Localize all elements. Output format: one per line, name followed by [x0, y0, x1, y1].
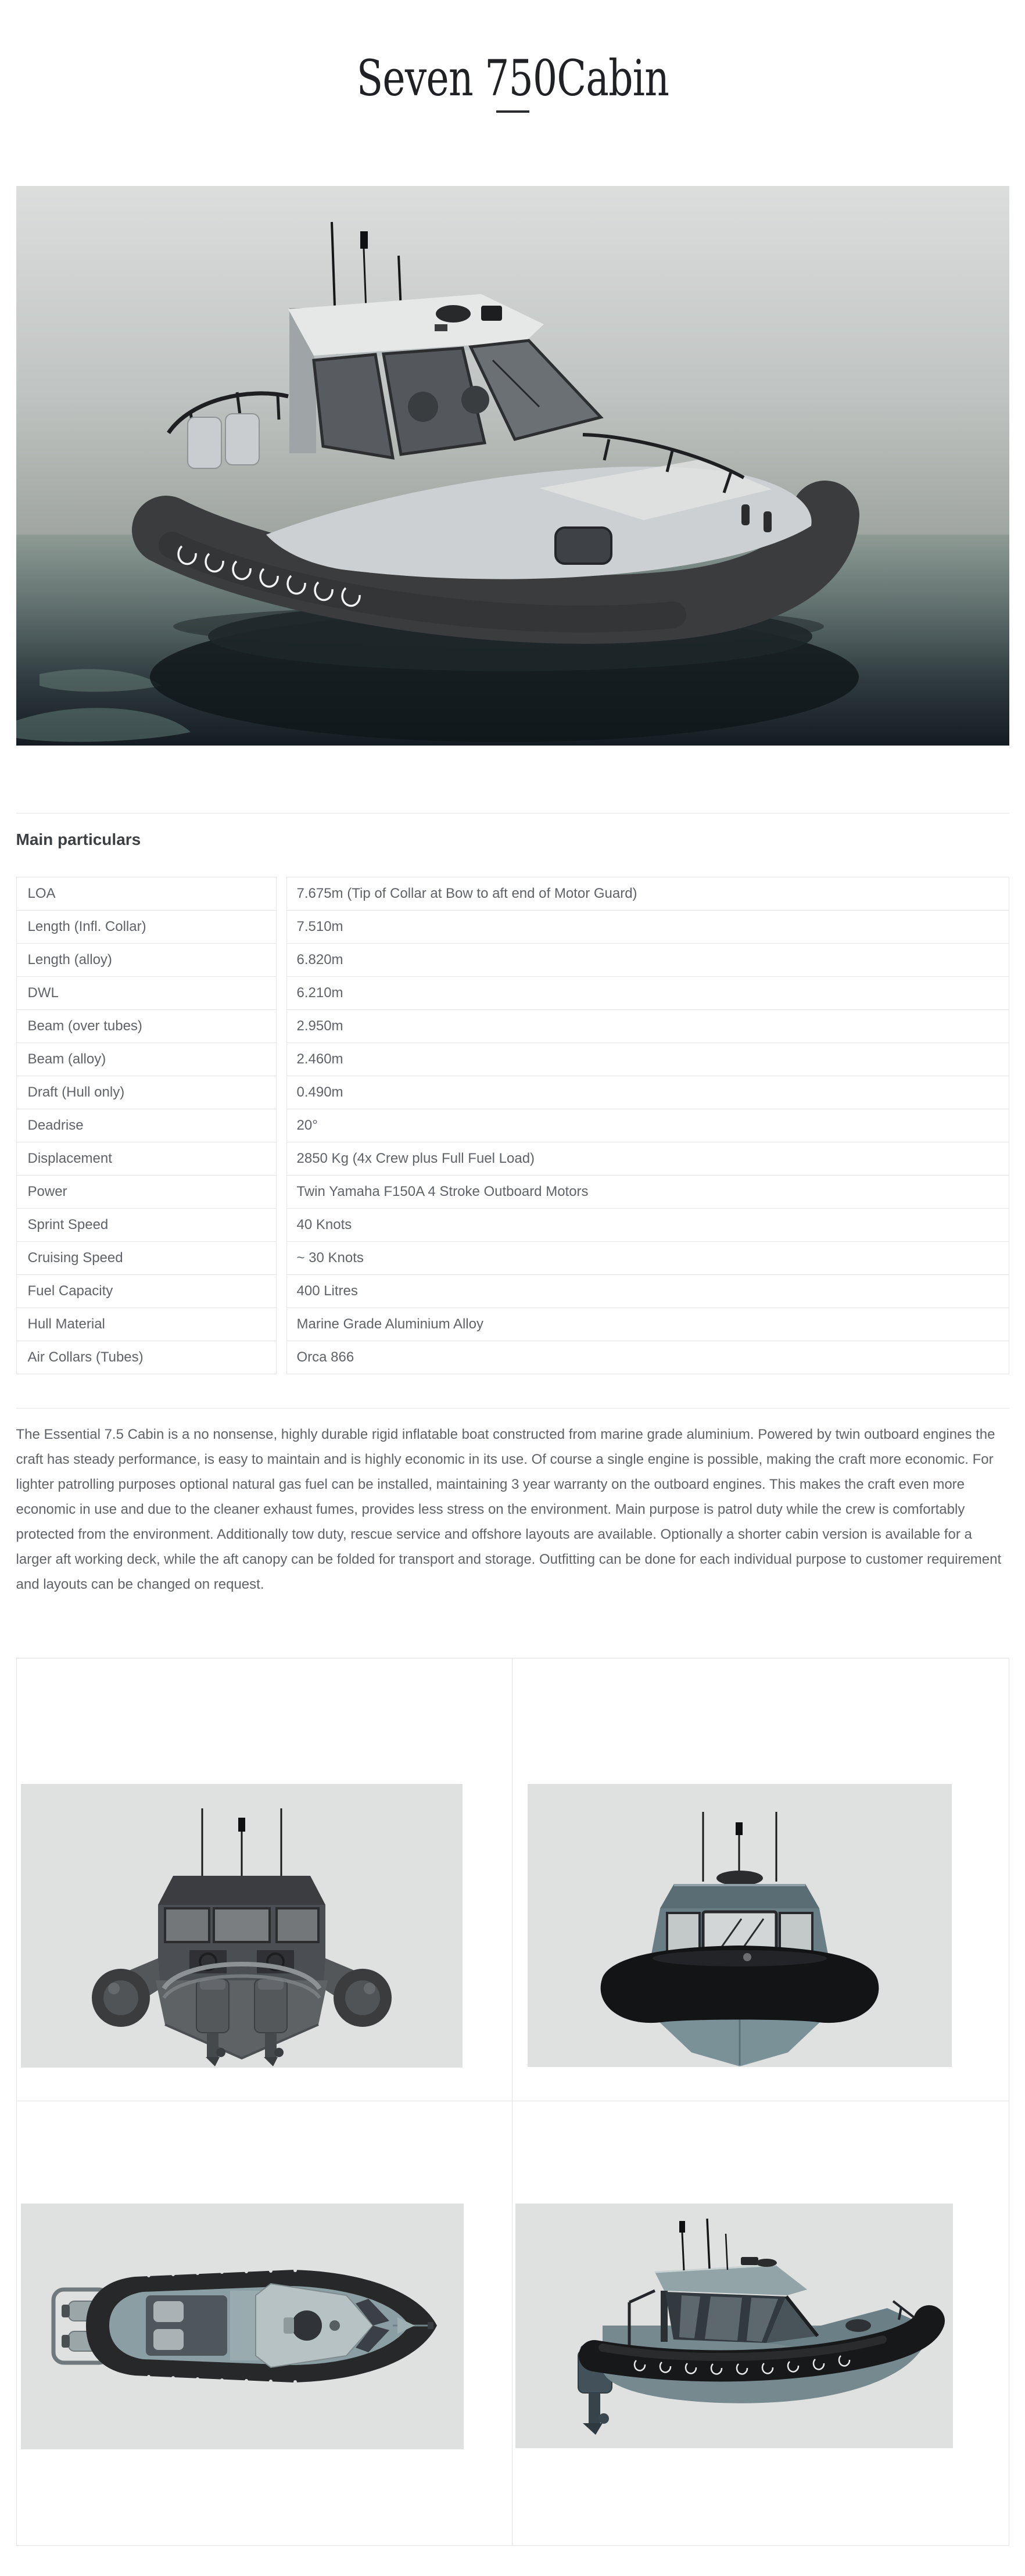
spec-value: 400 Litres	[286, 1275, 1009, 1308]
main-particulars-section	[16, 829, 1009, 1374]
gallery-item-top-view[interactable]	[17, 2101, 513, 2545]
gallery-item-bow-view[interactable]	[512, 1658, 1009, 2101]
side-view-image	[515, 2204, 953, 2448]
spec-label: Cruising Speed	[16, 1242, 277, 1275]
boat-render-hero	[16, 186, 1009, 746]
spec-label: Displacement	[16, 1142, 277, 1176]
section-divider-middle	[16, 1408, 1009, 1409]
spec-value: 6.210m	[286, 977, 1009, 1010]
spec-value: Orca 866	[286, 1341, 1009, 1374]
spec-value: 7.675m (Tip of Collar at Bow to aft end of Motor Guard)	[286, 877, 1009, 911]
top-view-image	[21, 2204, 464, 2449]
spec-label: Fuel Capacity	[16, 1275, 277, 1308]
page-title: Seven 750Cabin	[356, 50, 669, 108]
spec-label: LOA	[16, 877, 277, 911]
aft-view-image	[21, 1784, 463, 2068]
specifications-table	[16, 877, 1009, 1374]
image-gallery	[16, 1658, 1009, 2546]
spec-label: Beam (over tubes)	[16, 1010, 277, 1043]
particulars-heading: Main particulars	[16, 830, 141, 848]
spec-label: Power	[16, 1176, 277, 1209]
spec-value: 40 Knots	[286, 1209, 1009, 1242]
spec-value: Marine Grade Aluminium Alloy	[286, 1308, 1009, 1341]
spec-label: Deadrise	[16, 1109, 277, 1142]
spec-label: Hull Material	[16, 1308, 277, 1341]
spec-label: Air Collars (Tubes)	[16, 1341, 277, 1374]
spec-label: Sprint Speed	[16, 1209, 277, 1242]
spec-value: 2.460m	[286, 1043, 1009, 1076]
spec-label: Length (Infl. Collar)	[16, 911, 277, 944]
spec-value: 2.950m	[286, 1010, 1009, 1043]
boat-render-bow	[528, 1784, 952, 2067]
spec-value: 7.510m	[286, 911, 1009, 944]
bow-view-image	[528, 1784, 952, 2067]
page-header	[16, 50, 1009, 113]
spec-value: Twin Yamaha F150A 4 Stroke Outboard Motors	[286, 1176, 1009, 1209]
spec-value: 6.820m	[286, 944, 1009, 977]
gallery-item-aft-view[interactable]	[17, 1658, 513, 2101]
spec-value: 0.490m	[286, 1076, 1009, 1109]
boat-render-top	[21, 2204, 464, 2449]
spec-value: 20°	[286, 1109, 1009, 1142]
section-divider-top	[16, 813, 1009, 814]
product-page	[16, 0, 1009, 2546]
spec-label: DWL	[16, 977, 277, 1010]
hero-image	[16, 186, 1009, 746]
gallery-item-side-view[interactable]	[512, 2101, 1009, 2545]
spec-label: Length (alloy)	[16, 944, 277, 977]
spec-label: Beam (alloy)	[16, 1043, 277, 1076]
boat-render-side	[515, 2204, 953, 2448]
spec-label: Draft (Hull only)	[16, 1076, 277, 1109]
spec-value: 2850 Kg (4x Crew plus Full Fuel Load)	[286, 1142, 1009, 1176]
title-underline	[496, 110, 529, 113]
boat-render-aft	[21, 1784, 463, 2068]
spec-value: ~ 30 Knots	[286, 1242, 1009, 1275]
description-paragraph: The Essential 7.5 Cabin is a no nonsense, highly durable rigid inflatable boat constructed from marine grade aluminium. Powered by twin outboard engines the craft has steady performance, is easy to maintain and is highly economic in its use. Of course a single engine is possible, making the craft more economic. For lighter patrolling purposes optional natural gas fuel can be installed, maintaining 3 year warranty on the outboard engines. This makes the craft even more economic in use and due to the cleaner exhaust fumes, provides less stress on the environment. Main purpose is patrol duty while the crew is comfortably protected from the environment. Additionally tow duty, rescue service and offshore layouts are available. Optionally a shorter cabin version is available for a larger aft working deck, while the aft canopy can be folded for transport and storage. Outfitting can be done for each individual purpose to customer requirement and layouts can be changed on request.	[16, 1427, 1002, 1592]
